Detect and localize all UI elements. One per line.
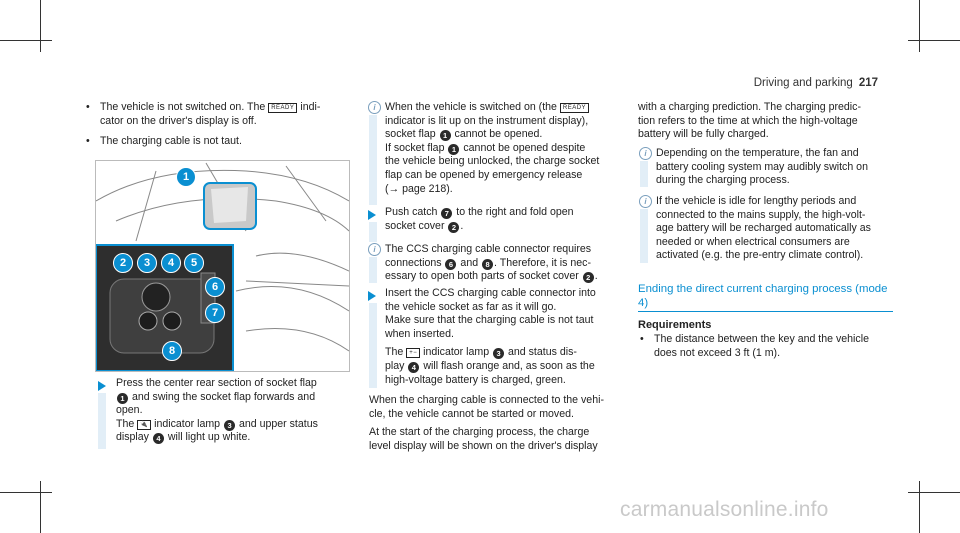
ref-badge: 2 — [583, 272, 594, 283]
list-item: • The charging cable is not taut. — [100, 135, 350, 149]
crop-mark — [0, 492, 52, 493]
body-paragraph: with a charging prediction. The charging predic- tion refers to the time at which the high-voltage battery will be fully charged. — [638, 101, 861, 141]
ref-badge: 1 — [117, 393, 128, 404]
ref-badge: 8 — [482, 259, 493, 270]
page-header — [754, 77, 878, 91]
info-icon: i — [368, 243, 381, 256]
callout-4: 4 — [161, 253, 181, 273]
list-item: • The distance between the key and the vehicle does not exceed 3 ft (1 m). — [654, 333, 904, 360]
watermark: carmanualsonline.info — [620, 498, 829, 521]
crop-mark — [40, 0, 41, 52]
crop-mark — [919, 0, 920, 52]
ready-icon: READY — [560, 103, 589, 113]
crop-mark — [40, 481, 41, 533]
info-bar — [640, 209, 648, 263]
ref-badge: 6 — [445, 259, 456, 270]
page-number: 217 — [858, 77, 878, 89]
info-note: If the vehicle is idle for lengthy periods and connected to the mains supply, the high-volt- age battery will be recharged automatically as needed or when electrical consumers are activated (e.g. the pre-entry climate control). — [656, 195, 871, 262]
heading-underline — [638, 311, 893, 312]
charging-socket-figure — [95, 160, 350, 372]
crop-mark — [0, 40, 52, 41]
info-icon: i — [639, 195, 652, 208]
info-bar — [369, 257, 377, 283]
battery-icon: +− — [406, 348, 420, 358]
page-link[interactable]: (→ page 218). — [385, 182, 453, 195]
callout-7: 7 — [205, 303, 225, 323]
info-note: Depending on the temperature, the fan and battery cooling system may audibly switch on during the charging process. — [656, 147, 868, 187]
ready-icon: READY — [268, 103, 297, 113]
crop-mark — [908, 40, 960, 41]
callout-6: 6 — [205, 277, 225, 297]
instruction-step: Press the center rear section of socket flap 1 and swing the socket flap forwards and open. The 🔌 indicator lamp 3 and upper status display 4 will light up white. — [116, 377, 318, 444]
ref-badge: 3 — [224, 420, 235, 431]
step-arrow-icon — [368, 291, 376, 301]
body-paragraph: When the charging cable is connected to the vehi- cle, the vehicle cannot be started or moved. At the start of the charging process, the charge level display will be shown on the driver's display — [369, 394, 604, 452]
callout-8: 8 — [162, 341, 182, 361]
info-note: The CCS charging cable connector requires connections 6 and 8 . Therefore, it is nec- essary to open both parts of socket cover 2 . — [385, 243, 598, 283]
ref-badge: 2 — [448, 222, 459, 233]
instruction-step: Insert the CCS charging cable connector into the vehicle socket as far as it will go. Make sure that the charging cable is not taut when inserted. The +− indicator lamp 3 and status dis- play 4 will flash orange and, as soon as the high-voltage battery is charged, green. — [385, 287, 596, 386]
info-icon: i — [368, 101, 381, 114]
figure-callouts — [96, 161, 349, 371]
plug-lock-icon: 🔌 — [137, 420, 151, 430]
step-arrow-icon — [368, 210, 376, 220]
ref-badge: 3 — [493, 348, 504, 359]
info-bar — [369, 115, 377, 205]
instruction-step: Push catch 7 to the right and fold open socket cover 2 . — [385, 206, 574, 232]
step-bar — [369, 303, 377, 388]
requirements-title: Requirements — [638, 319, 712, 331]
step-bar — [369, 222, 377, 242]
info-icon: i — [639, 147, 652, 160]
section-heading: Ending the direct current charging process (mode 4) — [638, 283, 888, 309]
list-item: • The vehicle is not switched on. The READY indi- cator on the driver's display is off. — [100, 101, 350, 128]
ref-badge: 4 — [408, 362, 419, 373]
crop-mark — [908, 492, 960, 493]
info-note: When the vehicle is switched on (the READY indicator is lit up on the instrument display), socket flap 1 cannot be opened. If socket flap 1 cannot be opened despite the vehicle being unlocked, the charge socket flap can be opened by emergency release (→ page 218). — [385, 101, 635, 196]
callout-1: 1 — [176, 167, 196, 187]
crop-mark — [919, 481, 920, 533]
step-arrow-icon — [98, 381, 106, 391]
ref-badge: 1 — [448, 144, 459, 155]
ref-badge: 7 — [441, 208, 452, 219]
info-bar — [640, 161, 648, 187]
callout-5: 5 — [184, 253, 204, 273]
ref-badge: 1 — [440, 130, 451, 141]
step-bar — [98, 393, 106, 449]
ref-badge: 4 — [153, 433, 164, 444]
callout-2: 2 — [113, 253, 133, 273]
callout-3: 3 — [137, 253, 157, 273]
section-title: Driving and parking — [753, 77, 853, 89]
